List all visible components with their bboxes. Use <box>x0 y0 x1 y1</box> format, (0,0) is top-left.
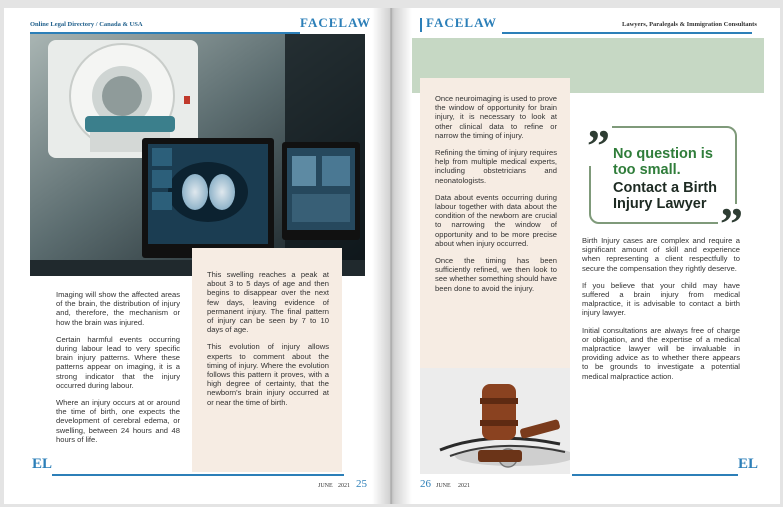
right-page-column-2 <box>582 236 740 389</box>
paragraph: Initial consultations are always free of charge or obligation, and the expertise of a medical malpractice lawyer will be invaluable in providing advice as to whether there appears to be grounds to investigate a potential medical malpractice action. <box>582 325 740 381</box>
header-rule <box>502 32 752 34</box>
page-26 <box>392 8 780 504</box>
header-directory: Online Legal Directory / Canada & USA <box>30 21 143 28</box>
page-number: 26 <box>420 478 431 490</box>
header-brand: FACELAW <box>426 15 498 30</box>
facelaw-logo: EL <box>738 456 759 472</box>
right-page-column-1 <box>435 94 557 301</box>
page-25 <box>4 8 390 504</box>
paragraph: Once the timing has been sufficiently refined, we then look to see whether something should have been done to avoid the injury. <box>435 256 557 293</box>
paragraph: If you believe that your child may have suffered a brain injury from medical malpractice, it is advisable to contact a birth injury lawyer. <box>582 280 740 318</box>
footer-rule <box>572 474 738 476</box>
quote-open-icon: ” <box>587 120 610 171</box>
header-brand: FACELAW <box>300 15 372 30</box>
paragraph: Once neuroimaging is used to prove the window of opportunity for brain injury, it is necessary to look at other clinical data to refine or narrow the timing of injury. <box>435 94 557 140</box>
paragraph: Imaging will show the affected areas of the brain, the distribution of injury and, therefore, the mechanism or how the brain was injured. <box>56 290 180 327</box>
left-page-column-2 <box>207 270 329 415</box>
footer-year: 2021 <box>338 483 350 489</box>
paragraph: This swelling reaches a peak at about 3 to 5 days of age and then begins to disappear over the next few days, leaving evidence of permanent injury. The final pattern of injury can be seen by 7 to 10 days of age. <box>207 270 329 335</box>
left-page-column-1 <box>56 290 180 452</box>
paragraph: Certain harmful events occurring during labour lead to very specific brain injury patterns. Where these patterns appear on imaging, it is a strong indicator that the injury occurred during labour. <box>56 334 180 390</box>
gavel-illustration <box>420 368 570 474</box>
footer-month: JUNE <box>318 483 333 489</box>
gavel-photo <box>420 368 570 474</box>
quote-line-1: No question is too small. <box>613 146 713 178</box>
paragraph: Refining the timing of injury requires help from multiple medical experts, including obstetricians and neonatologists. <box>435 148 557 185</box>
quote-line-2: Contact a Birth Injury Lawyer <box>613 180 717 212</box>
paragraph: Birth Injury cases are complex and require a significant amount of skill and experience when representing a client respectfully to secure the compensation they rightly deserve. <box>582 236 740 273</box>
quote-text <box>613 146 731 212</box>
header-divider <box>420 18 422 32</box>
footer-month: JUNE <box>436 483 451 489</box>
paragraph: Where an injury occurs at or around the time of birth, one expects the development of cerebral edema, or swelling, between 24 hours and 48 hours of life. <box>56 398 180 444</box>
ct-scanner-illustration <box>30 34 365 276</box>
paragraph: This evolution of injury allows experts to comment about the timing of injury. Where the evolution follows this pattern it proves, with a high degree of certainty, that the newborn's brain injury occurred at or near the time of birth. <box>207 342 329 407</box>
quote-close-icon: ” <box>720 198 743 249</box>
ct-scanner-photo <box>30 34 365 276</box>
footer-year: 2021 <box>458 483 470 489</box>
footer-rule <box>52 474 344 476</box>
facelaw-logo: EL <box>32 456 53 472</box>
header-tagline: Lawyers, Paralegals & Immigration Consultants <box>622 21 757 28</box>
page-number: 25 <box>356 478 367 490</box>
paragraph: Data about events occurring during labour together with data about the condition of the newborn are crucial to narrowing the window of opportunity and to be more precise about when injury occurred. <box>435 192 557 248</box>
